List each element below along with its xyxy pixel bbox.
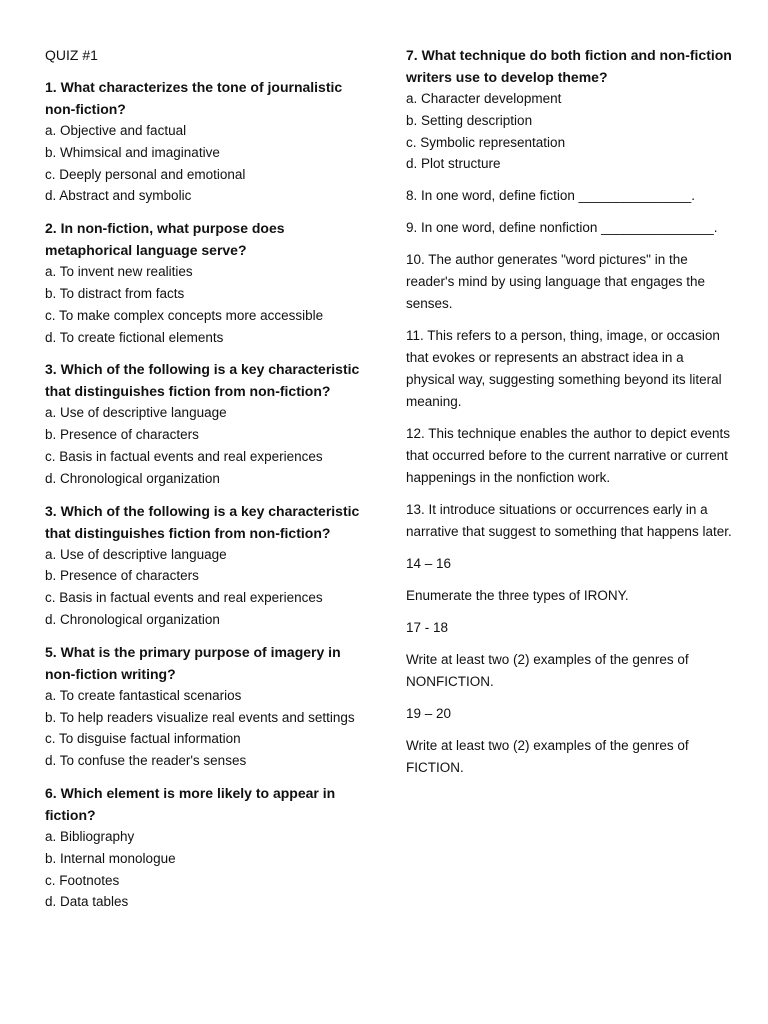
question-10: 10. The author generates "word pictures" in the reader's mind by using language that engages the senses.	[406, 252, 706, 312]
quiz-title: QUIZ #1	[45, 47, 98, 63]
option-c: c. Footnotes	[45, 872, 120, 888]
question-text: 7. What technique do both fiction and non-fiction writers use to develop theme?	[406, 47, 732, 85]
question-3	[45, 358, 370, 489]
question-13: 13. It introduce situations or occurrences early in a narrative that suggest to something that happens later.	[406, 502, 732, 540]
question-text: 6. Which element is more likely to appear in fiction?	[45, 784, 336, 823]
question-text: 5. What is the primary purpose of imagery in non-fiction writing?	[45, 643, 341, 682]
option-d: d. Chronological organization	[45, 470, 220, 486]
option-d: d. To confuse the reader's senses	[45, 753, 247, 769]
option-b: b. To help readers visualize real events and settings	[45, 709, 355, 725]
question-text: 2. In non-fiction, what purpose does metaphorical language serve?	[45, 220, 285, 259]
option-b: b. To distract from facts	[45, 285, 185, 301]
option-b: b. Internal monologue	[45, 850, 176, 866]
option-b: b. Whimsical and imaginative	[45, 144, 220, 160]
option-c: c. Basis in factual events and real experiences	[45, 590, 323, 606]
answer-options	[45, 826, 370, 913]
option-a: a. Objective and factual	[45, 123, 187, 138]
option-a: a. Use of descriptive language	[45, 546, 227, 562]
option-a: a. To create fantastical scenarios	[45, 687, 242, 703]
question-9: 9. In one word, define nonfiction _______________.	[406, 220, 718, 236]
option-d: d. Chronological organization	[45, 611, 220, 627]
option-d: d. Abstract and symbolic	[45, 188, 192, 204]
option-b: b. Setting description	[406, 112, 533, 128]
item-range-14-16: 14 – 16	[406, 556, 452, 572]
option-c: c. To disguise factual information	[45, 731, 241, 747]
answer-options	[45, 544, 370, 631]
option-a: a. To invent new realities	[45, 264, 193, 280]
option-b: b. Presence of characters	[45, 427, 199, 443]
option-b: b. Presence of characters	[45, 568, 199, 584]
option-c: c. Symbolic representation	[406, 134, 566, 150]
option-c: c. Basis in factual events and real experiences	[45, 448, 323, 464]
option-d: d. Plot structure	[406, 156, 501, 172]
question-12: 12. This technique enables the author to depict events that occurred before to the current narrative or current happenings in the nonfiction work.	[406, 426, 730, 486]
question-8: 8. In one word, define fiction _______________.	[406, 188, 695, 204]
left-column	[45, 44, 370, 923]
option-c: c. Deeply personal and emotional	[45, 166, 246, 182]
fiction-genres-instruction: Write at least two (2) examples of the genres of FICTION.	[406, 738, 689, 776]
nonfiction-genres-instruction: Write at least two (2) examples of the genres of NONFICTION.	[406, 652, 689, 690]
question-5	[45, 641, 370, 772]
option-d: d. To create fictional elements	[45, 329, 224, 345]
answer-options	[406, 88, 736, 175]
answer-options	[45, 120, 370, 207]
option-c: c. To make complex concepts more accessible	[45, 307, 324, 323]
question-text: 3. Which of the following is a key characteristic that distinguishes fiction from non-fiction?	[45, 361, 360, 400]
answer-options	[45, 685, 370, 772]
question-7	[406, 44, 736, 175]
question-3-duplicate	[45, 500, 370, 631]
item-range-19-20: 19 – 20	[406, 706, 452, 722]
item-range-17-18: 17 - 18	[406, 620, 449, 636]
option-a: a. Use of descriptive language	[45, 405, 227, 421]
irony-instruction: Enumerate the three types of IRONY.	[406, 588, 629, 604]
option-a: a. Character development	[406, 91, 562, 106]
option-a: a. Bibliography	[45, 828, 135, 844]
question-11: 11. This refers to a person, thing, image, or occasion that evokes or represents an abstract idea in a physical way, suggesting something beyond its literal meaning.	[406, 328, 722, 410]
question-2	[45, 217, 370, 348]
question-text: 3. Which of the following is a key characteristic that distinguishes fiction from non-fiction?	[45, 502, 360, 541]
question-1	[45, 76, 370, 207]
right-column	[406, 44, 736, 789]
answer-options	[45, 261, 370, 348]
question-text: 1. What characterizes the tone of journalistic non-fiction?	[45, 79, 343, 117]
option-d: d. Data tables	[45, 894, 129, 910]
question-6	[45, 782, 370, 913]
answer-options	[45, 402, 370, 489]
